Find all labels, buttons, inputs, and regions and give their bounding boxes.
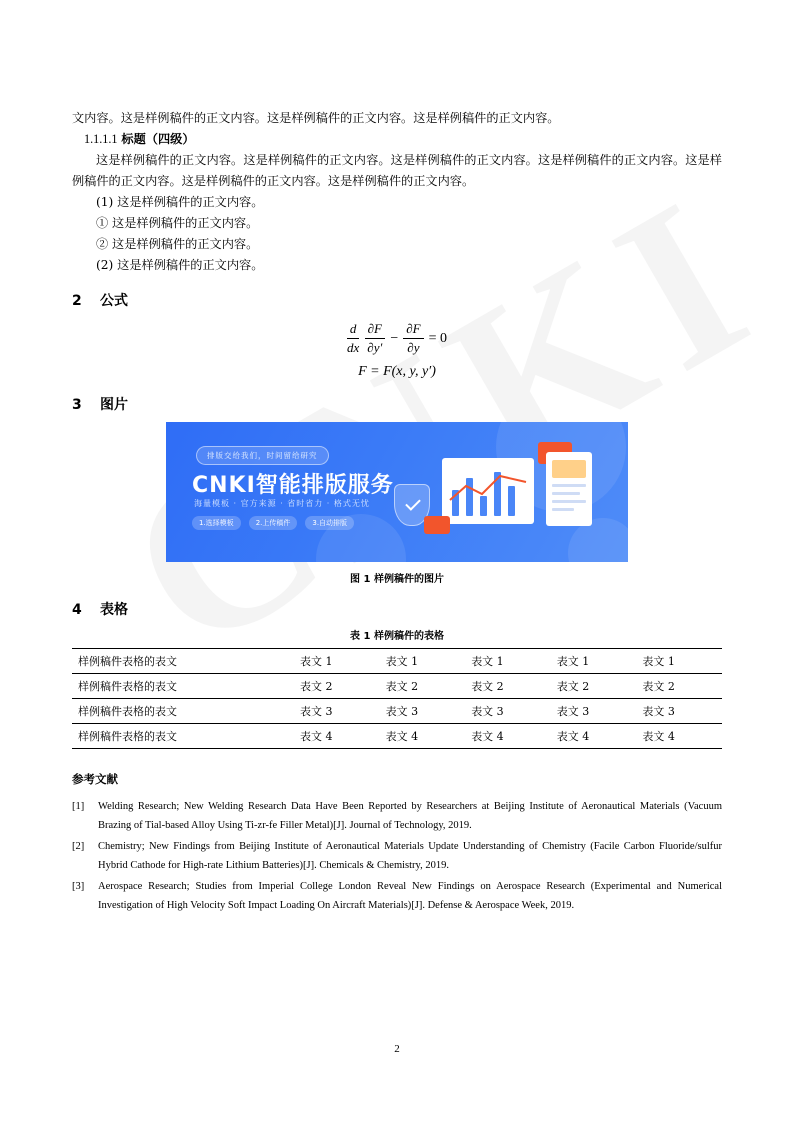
section-heading-formula — [72, 290, 722, 310]
doc-image-placeholder — [552, 460, 586, 478]
fraction-2 — [364, 321, 385, 356]
table-cell: 表文 2 — [465, 674, 551, 699]
table-row — [72, 674, 722, 699]
accent-block — [424, 516, 450, 534]
banner-step: 3.自动排版 — [305, 516, 354, 530]
reference-item — [72, 797, 722, 835]
section-title: 表格 — [100, 602, 128, 618]
list-item: (1) 这是样例稿件的正文内容。 — [96, 195, 264, 209]
table-cell: 表文 1 — [465, 649, 551, 674]
figure-image-banner — [166, 422, 628, 562]
table-cell: 表文 3 — [380, 699, 466, 724]
section-heading-figure — [72, 394, 722, 414]
formula-line-1 — [343, 321, 451, 356]
document-content — [72, 108, 722, 917]
table-row — [72, 699, 722, 724]
doc-text-line — [552, 484, 586, 487]
reference-text: Chemistry; New Findings from Beijing Institute of Aeronautical Materials Update Understanding of Chemistry (Facile Carbon Fluoride/sulfur Hybrid Cathode for High-rate Lithium Batteries)[J]. Chemicals & Chemistry, 2019. — [98, 841, 722, 871]
table-cell: 表文 4 — [294, 724, 380, 749]
fraction-3 — [403, 321, 423, 356]
table-cell: 表文 2 — [380, 674, 466, 699]
reference-number: [3] — [72, 881, 85, 892]
figure — [72, 422, 722, 585]
table-cell: 表文 4 — [636, 724, 722, 749]
table-cell: 表文 1 — [551, 649, 637, 674]
list-item: ① 这是样例稿件的正文内容。 — [96, 216, 259, 230]
doc-text-line — [552, 508, 574, 511]
section-title: 公式 — [100, 293, 128, 309]
equals-zero: = 0 — [428, 330, 447, 346]
table-row — [72, 649, 722, 674]
table-cell: 表文 2 — [294, 674, 380, 699]
data-table — [72, 648, 722, 749]
reference-number: [2] — [72, 841, 85, 852]
intro-paragraph: 文内容。这是样例稿件的正文内容。这是样例稿件的正文内容。这是样例稿件的正文内容。 — [72, 111, 560, 125]
table-cell: 表文 2 — [551, 674, 637, 699]
banner-subtitle: 海量模板 · 官方来源 · 省时省力 · 格式无忧 — [194, 499, 370, 508]
fraction-denominator: ∂y — [407, 340, 420, 355]
table-caption: 表 1 样例稿件的表格 — [350, 631, 444, 642]
reference-text: Welding Research; New Welding Research Data Have Been Reported by Researchers at Beijing Institute of Aeronautical Materials (Vacuum Brazing of Tial-based Alloy Using Ti-zr-fe Filler Metal)[J]. Journal of Technology, 2019. — [98, 801, 722, 831]
chart-trendline-icon — [448, 468, 530, 508]
reference-item — [72, 837, 722, 875]
minus-operator: − — [390, 330, 399, 346]
document-illustration — [546, 452, 592, 526]
table-cell: 表文 3 — [465, 699, 551, 724]
fraction-denominator: ∂y′ — [367, 340, 383, 355]
banner-step: 1.选择模板 — [192, 516, 241, 530]
table-cell: 表文 1 — [294, 649, 380, 674]
banner-pill-text: 排版交给我们，时间留给研究 — [196, 446, 329, 465]
fraction-denominator: dx — [346, 340, 360, 355]
banner-step: 2.上传稿件 — [249, 516, 298, 530]
table-cell: 样例稿件表格的表文 — [72, 699, 294, 724]
table-cell: 表文 1 — [636, 649, 722, 674]
section-number: 3 — [72, 397, 82, 413]
reference-number: [1] — [72, 801, 85, 812]
doc-text-line — [552, 500, 586, 503]
section-title: 图片 — [100, 397, 128, 413]
table-row — [72, 724, 722, 749]
fraction-numerator: ∂F — [403, 321, 423, 339]
table-cell: 表文 3 — [294, 699, 380, 724]
page-number: 2 — [394, 1043, 400, 1055]
figure-caption: 图 1 样例稿件的图片 — [350, 574, 444, 585]
heading-level-4 — [72, 129, 722, 150]
table-cell: 样例稿件表格的表文 — [72, 724, 294, 749]
table-cell: 表文 1 — [380, 649, 466, 674]
doc-text-line — [552, 492, 580, 495]
table-cell: 表文 4 — [380, 724, 466, 749]
formula-line-2: F = F(x, y, y′) — [358, 364, 436, 379]
chart-illustration — [442, 458, 534, 524]
banner-steps — [192, 516, 354, 530]
section-number: 2 — [72, 293, 82, 309]
table-cell: 表文 3 — [551, 699, 637, 724]
heading-number: 1.1.1.1 — [84, 132, 118, 146]
table-cell: 表文 4 — [551, 724, 637, 749]
references-heading: 参考文献 — [72, 772, 118, 786]
table-cell: 样例稿件表格的表文 — [72, 674, 294, 699]
fraction-1 — [344, 321, 362, 356]
reference-text: Aerospace Research; Studies from Imperial College London Reveal New Findings on Aerospace Research (Experimental and Numerical Investigation of High Velocity Soft Impact Loading On Aircraft Materials)[J]. Defense & Aerospace Week, 2019. — [98, 881, 722, 911]
paragraph-1: 这是样例稿件的正文内容。这是样例稿件的正文内容。这是样例稿件的正文内容。这是样例稿件的正文内容。这是样例稿件的正文内容。这是样例稿件的正文内容。这是样例稿件的正文内容。 — [72, 153, 722, 188]
banner-title: CNKI智能排版服务 — [192, 473, 394, 498]
table-cell: 表文 4 — [465, 724, 551, 749]
table-cell: 表文 3 — [636, 699, 722, 724]
list-item: ② 这是样例稿件的正文内容。 — [96, 237, 259, 251]
section-number: 4 — [72, 602, 82, 618]
fraction-numerator: d — [347, 321, 360, 339]
section-heading-table — [72, 599, 722, 619]
formula-block — [72, 320, 722, 380]
table-cell: 样例稿件表格的表文 — [72, 649, 294, 674]
heading-title: 标题（四级） — [121, 132, 195, 146]
table-cell: 表文 2 — [636, 674, 722, 699]
fraction-numerator: ∂F — [365, 321, 385, 339]
list-item: (2) 这是样例稿件的正文内容。 — [96, 258, 264, 272]
reference-item — [72, 877, 722, 915]
